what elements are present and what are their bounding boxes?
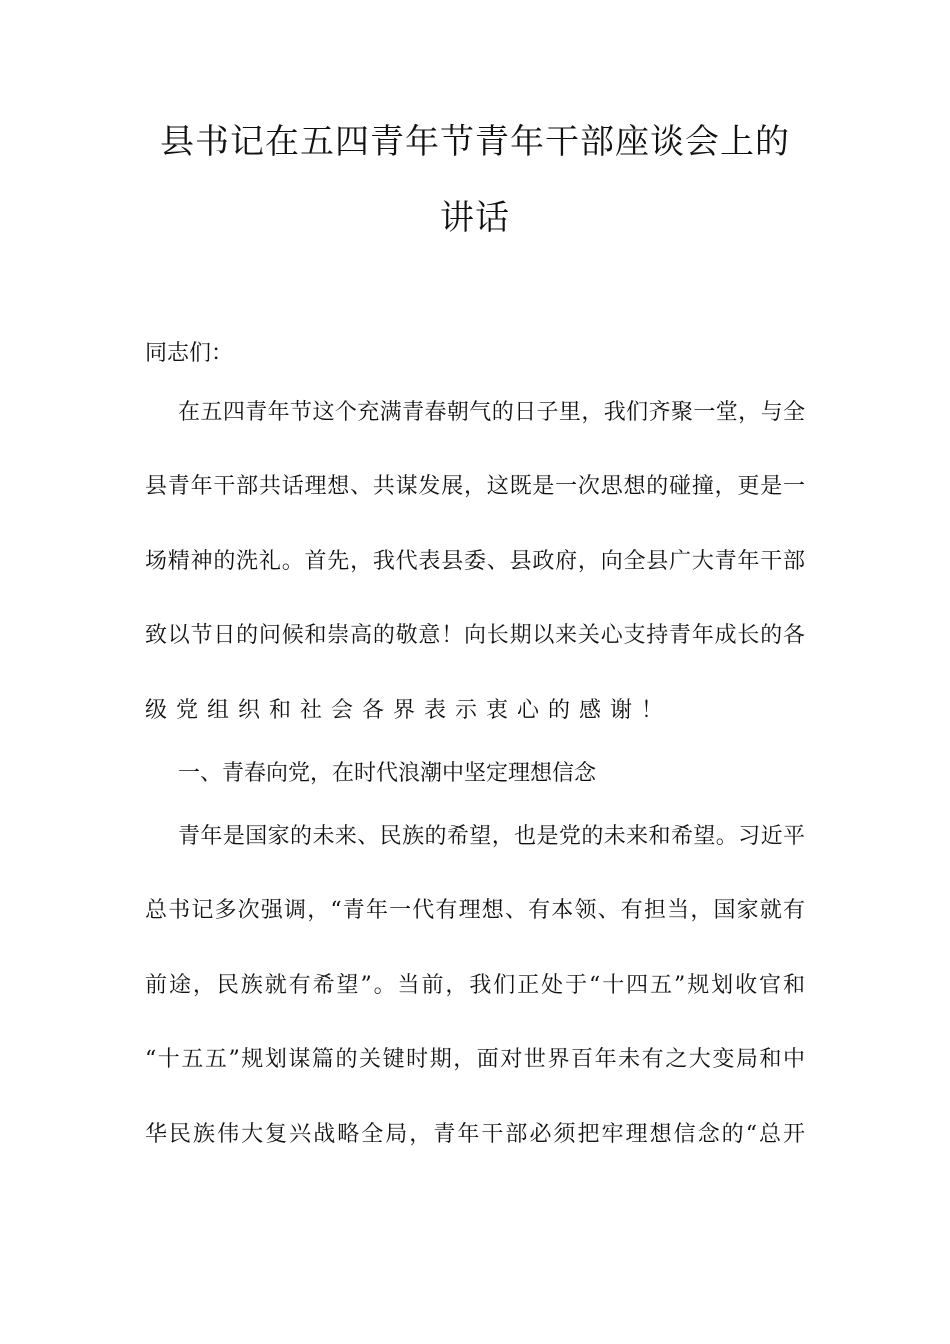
paragraph-line: 级党组织和社会各界表示衷心的感谢！ (145, 698, 673, 723)
section-heading: 一、青春向党，在时代浪潮中坚定理想信念 (178, 761, 597, 786)
paragraph-line: 华民族伟大复兴战略全局，青年干部必须把牢理想信念的“总开 (145, 1122, 805, 1147)
paragraph-line: 在五四青年节这个充满青春朝气的日子里，我们齐聚一堂，与全 (178, 400, 805, 425)
paragraph-line: 青年是国家的未来、民族的希望，也是党的未来和希望。习近平 (178, 824, 805, 849)
paragraph-line: 总书记多次强调，“青年一代有理想、有本领、有担当，国家就有 (145, 898, 805, 923)
paragraph-line: 前途，民族就有希望”。当前，我们正处于“十四五”规划收官和 (145, 973, 805, 998)
salutation: 同志们： (145, 341, 234, 366)
paragraph-line: 致以节日的问候和崇高的敬意！向长期以来关心支持青年成长的各 (145, 623, 805, 648)
paragraph-line: “十五五”规划谋篇的关键时期，面对世界百年未有之大变局和中 (145, 1047, 805, 1072)
document-title-line2: 讲话 (440, 198, 510, 238)
document-title-line1: 县书记在五四青年节青年干部座谈会上的 (160, 122, 790, 162)
paragraph-line: 县青年干部共话理想、共谋发展，这既是一次思想的碰撞，更是一 (145, 474, 805, 499)
paragraph-line: 场精神的洗礼。首先，我代表县委、县政府，向全县广大青年干部 (145, 549, 805, 574)
